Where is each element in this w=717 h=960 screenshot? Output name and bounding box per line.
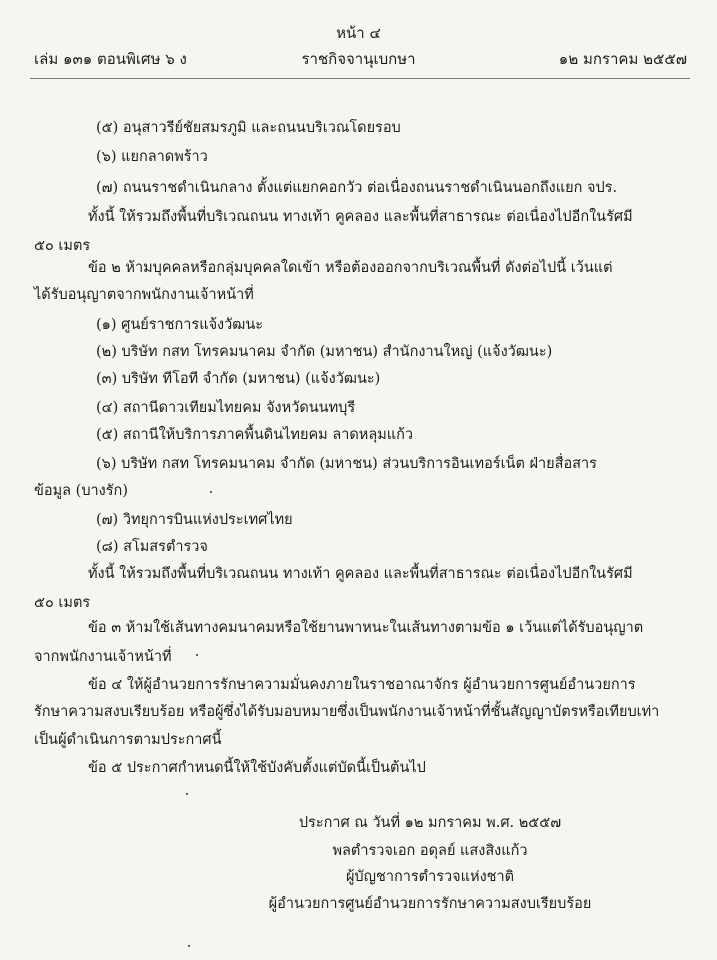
item-a7: (๗) ถนนราชดำเนินกลาง ตั้งแต่แยกคอกวัว ต่อเนื่องถนนราชดำเนินนอกถึงแยก จปร. — [96, 180, 618, 196]
clause-2: ข้อ ๒ ห้ามบุคคลหรือกลุ่มบุคคลใดเข้า หรือต้องออกจากบริเวณพื้นที่ ดังต่อไปนี้ เว้นแต่ — [88, 260, 613, 276]
clause-5: ข้อ ๕ ประกาศกำหนดนี้ให้ใช้บังคับตั้งแต่บัดนี้เป็นต้นไป — [88, 760, 426, 776]
clause-4: ข้อ ๔ ให้ผู้อำนวยการรักษาความมั่นคงภายในราชอาณาจักร ผู้อำนวยการศูนย์อำนวยการ — [88, 677, 636, 693]
clause-4-cont: เป็นผู้ดำเนินการตามประกาศนี้ — [34, 732, 222, 748]
item-b4: (๔) สถานีดาวเทียมไทยคม จังหวัดนนทบุรี — [96, 400, 356, 416]
item-b5: (๕) สถานีให้บริการภาคพื้นดินไทยคม ลาดหลุมแก้ว — [96, 427, 414, 443]
signatory-position: ผู้บัญชาการตำรวจแห่งชาติ — [345, 869, 515, 885]
header-date: ๑๒ มกราคม ๒๕๕๗ — [558, 50, 687, 68]
scan-speck — [188, 945, 190, 947]
clause-2-cont: ได้รับอนุญาตจากพนักงานเจ้าหน้าที่ — [34, 287, 254, 303]
item-b8: (๘) สโมสรตำรวจ — [96, 539, 208, 555]
announcement-date: ประกาศ ณ วันที่ ๑๒ มกราคม พ.ศ. ๒๕๕๗ — [298, 815, 562, 831]
item-b2: (๒) บริษัท กสท โทรคมนาคม จำกัด (มหาชน) สำนักงานใหญ่ (แจ้งวัฒนะ) — [96, 344, 553, 360]
signatory-position: ผู้อำนวยการศูนย์อำนวยการรักษาความสงบเรียบร้อย — [268, 896, 592, 912]
paragraph-line: ทั้งนี้ ให้รวมถึงพื้นที่บริเวณถนน ทางเท้า คูคลอง และพื้นที่สาธารณะ ต่อเนื่องไปอีกในรัศมี — [88, 566, 633, 582]
item-b6-cont: ข้อมูล (บางรัก) — [34, 483, 128, 499]
item-b6: (๖) บริษัท กสท โทรคมนาคม จำกัด (มหาชน) ส่วนบริการอินเทอร์เน็ต ฝ่ายสื่อสาร — [96, 456, 597, 472]
item-b3: (๓) บริษัท ทีโอที จำกัด (มหาชน) (แจ้งวัฒนะ) — [96, 371, 381, 387]
signatory-name: พลตำรวจเอก อดุลย์ แสงสิงแก้ว — [332, 843, 528, 859]
clause-3: ข้อ ๓ ห้ามใช้เส้นทางคมนาคมหรือใช้ยานพาหนะในเส้นทางตามข้อ ๑ เว้นแต่ได้รับอนุญาต — [88, 620, 644, 636]
scan-speck — [186, 793, 188, 795]
paragraph-line: ๕๐ เมตร — [34, 238, 91, 254]
clause-4-cont: รักษาความสงบเรียบร้อย หรือผู้ซึ่งได้รับมอบหมายซึ่งเป็นพนักงานเจ้าหน้าที่ชั้นสัญญาบัตรหรือเทียบเท่า — [34, 704, 660, 720]
scan-speck — [196, 654, 198, 656]
item-b1: (๑) ศูนย์ราชการแจ้งวัฒนะ — [96, 317, 264, 333]
clause-3-cont: จากพนักงานเจ้าหน้าที่ — [34, 649, 172, 665]
item-a5: (๕) อนุสาวรีย์ชัยสมรภูมิ และถนนบริเวณโดยรอบ — [96, 120, 401, 136]
item-a6: (๖) แยกลาดพร้าว — [96, 149, 208, 165]
paragraph-line: ๕๐ เมตร — [34, 595, 91, 611]
item-b7: (๗) วิทยุการบินแห่งประเทศไทย — [96, 512, 293, 528]
gazette-title: ราชกิจจานุเบกษา — [301, 50, 416, 68]
paragraph-line: ทั้งนี้ ให้รวมถึงพื้นที่บริเวณถนน ทางเท้า คูคลอง และพื้นที่สาธารณะ ต่อเนื่องไปอีกในรัศมี — [88, 209, 633, 225]
page-number: หน้า ๔ — [336, 24, 381, 42]
volume-label: เล่ม ๑๓๑ ตอนพิเศษ ๖ ง — [34, 50, 187, 68]
scan-speck — [210, 491, 212, 493]
header-divider — [30, 78, 690, 79]
